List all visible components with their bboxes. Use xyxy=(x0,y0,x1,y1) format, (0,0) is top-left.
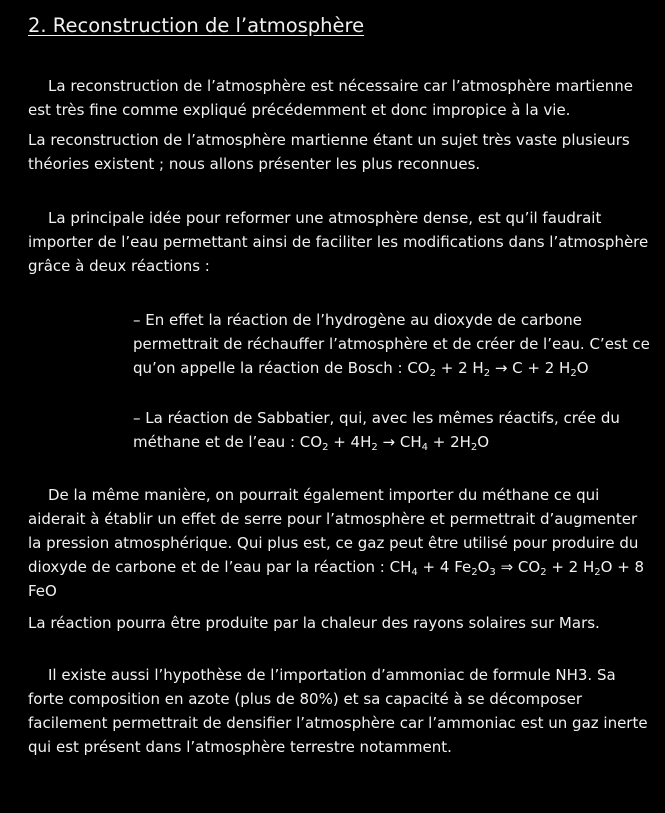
paragraph-ammonia: Il existe aussi l’hypothèse de l’importation d’ammoniac de formule NH3. Sa forte composition en azote (plus de 80%) et sa capacité à se décomposer facilement permettrait de densifier l’atmosphère car l’ammoniac est un gaz inerte qui est présent dans l’atmosphère terrestre notamment. xyxy=(28,666,648,756)
bosch-equation: $CO_2 + 2$ $H_2 \to C + 2$ $H_2O$ xyxy=(407,359,589,379)
paragraph-solar-heat: La réaction pourra être produite par la chaleur des rayons solaires sur Mars. xyxy=(28,614,600,632)
sabbatier-equation: $CO_2 + 4H_2 \to CH_4 + 2H_2O$ xyxy=(299,433,490,453)
bullet-sabbatier-text: – La réaction de Sabbatier, qui, avec les mêmes réactifs, crée du méthane et de l’eau : xyxy=(133,409,620,451)
bullet-bosch-text: – En effet la réaction de l’hydrogène au dioxyde de carbone permettrait de réchauffer l’atmosphère et de créer de l’eau. C’est ce qu’on appelle la réaction de Bosch : xyxy=(133,311,650,377)
bullet-bosch-reaction xyxy=(133,308,651,380)
methane-equation: $CH_4 + 4$ $Fe_2O_3$ ⇒ $CO_2 + 2$ $H_2O + 8$ FeO xyxy=(28,558,645,600)
methane-text: De la même manière, on pourrait également importer du méthane ce qui aiderait à établir un effet de serre pour l’atmosphère et permettrait d’augmenter la pression atmosphérique. Qui plus est, ce gaz peut être utilisé pour produire du dioxyde de carbone et de l’eau par la réaction : xyxy=(28,486,639,576)
bullet-sabbatier-reaction xyxy=(133,406,651,454)
paragraph-intro: La reconstruction de l’atmosphère est nécessaire car l’atmosphère martienne est très fine comme expliqué précédemment et donc impropice à la vie. xyxy=(28,77,633,119)
paragraph-theories: La reconstruction de l’atmosphère martienne étant un sujet très vaste plusieurs théories existent ; nous allons présenter les plus reconnues. xyxy=(28,131,630,173)
paragraph-water-import: La principale idée pour reformer une atmosphère dense, est qu’il faudrait importer de l’eau permettant ainsi de faciliter les modifications dans l’atmosphère grâce à deux réactions : xyxy=(28,209,649,275)
paragraph-methane xyxy=(28,483,651,603)
section-title: 2. Reconstruction de l’atmosphère xyxy=(28,14,365,37)
